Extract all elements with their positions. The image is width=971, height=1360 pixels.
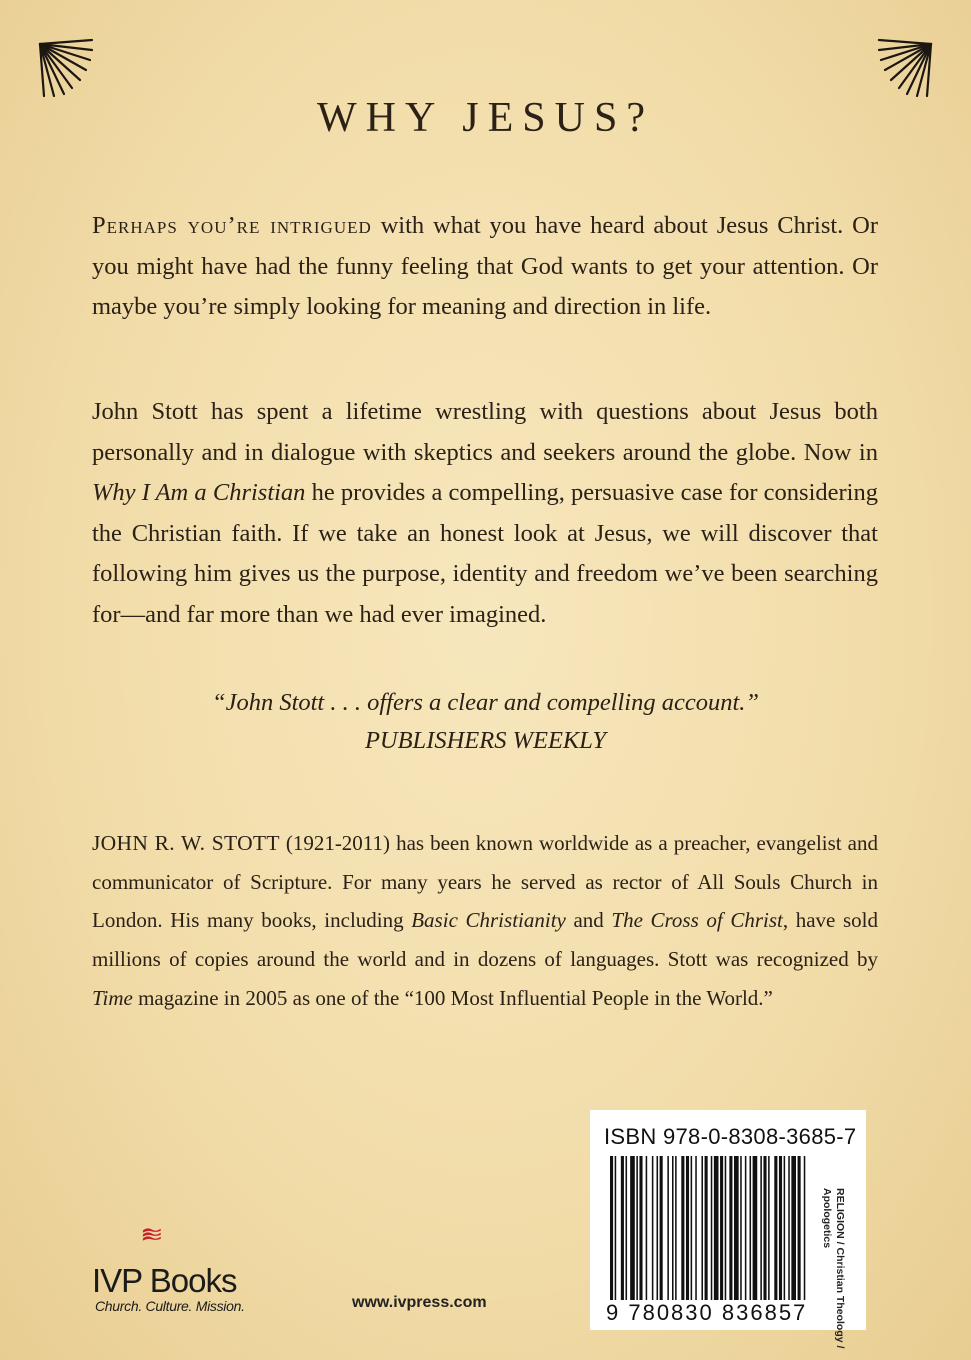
barcode-number: 9 780830 836857 xyxy=(606,1300,808,1325)
intro-lead: Perhaps you’re intrigued xyxy=(92,212,372,239)
cover-title: WHY JESUS? xyxy=(317,95,654,141)
category-line-1: RELIGION / Christian Theology / xyxy=(834,1188,846,1349)
ivp-flag-logo xyxy=(92,1226,272,1266)
bio-text-b: and xyxy=(565,908,612,933)
endorsement-source: PUBLISHERS WEEKLY xyxy=(364,727,607,754)
intro-paragraph xyxy=(92,206,878,328)
book-title: Why I Am a Christian xyxy=(92,479,306,506)
publisher-url[interactable]: www.ivpress.com xyxy=(352,1294,487,1311)
endorsement xyxy=(0,684,971,760)
bio-book-1: Basic Christianity xyxy=(411,908,566,933)
description-paragraph xyxy=(92,392,878,635)
publisher-name: IVP Books xyxy=(92,1262,237,1299)
description-text-b: he provides a compelling, persuasive case for considering the Christian faith. If we take an honest look at Jesus, we will discover that following him gives us the purpose, identity and freedom we’ve been searching for—and far more than we had ever imagined. xyxy=(92,479,878,628)
intro-text: with what you have heard about Jesus Christ. Or you might have had the funny feeling that God wants to get your attention. Or maybe you’re simply looking for meaning and direction in life. xyxy=(92,212,879,320)
bio-magazine: Time xyxy=(92,985,133,1010)
author-bio xyxy=(92,824,878,1018)
category-label xyxy=(820,1188,846,1349)
isbn-label: ISBN 978-0-8308-3685-7 xyxy=(604,1124,857,1149)
bio-text-a: (1921-2011) has been known worldwide as a preacher, evangelist and communicator of Scripture. For many years he served as rector of All Souls Church in London. His many books, including xyxy=(92,831,878,933)
sunburst-right-icon xyxy=(877,38,933,98)
bio-book-2: The Cross of Christ xyxy=(611,908,783,933)
description-text-a: John Stott has spent a lifetime wrestling with questions about Jesus both personally and in dialogue with skeptics and seekers around the globe. Now in xyxy=(92,398,878,466)
endorsement-quote: “John Stott . . . offers a clear and compelling account.” xyxy=(211,689,760,716)
category-line-2: Apologetics xyxy=(821,1188,833,1249)
publisher-tagline: Church. Culture. Mission. xyxy=(95,1298,245,1314)
sunburst-left-icon xyxy=(38,38,94,98)
bio-text-c: , have sold millions of copies around the world and in dozens of languages. Stott was recognized by xyxy=(92,908,879,972)
author-name: JOHN R. W. STOTT xyxy=(92,831,280,855)
bio-text-d: magazine in 2005 as one of the “100 Most Influential People in the World.” xyxy=(132,985,773,1010)
barcode-icon xyxy=(604,1156,852,1300)
